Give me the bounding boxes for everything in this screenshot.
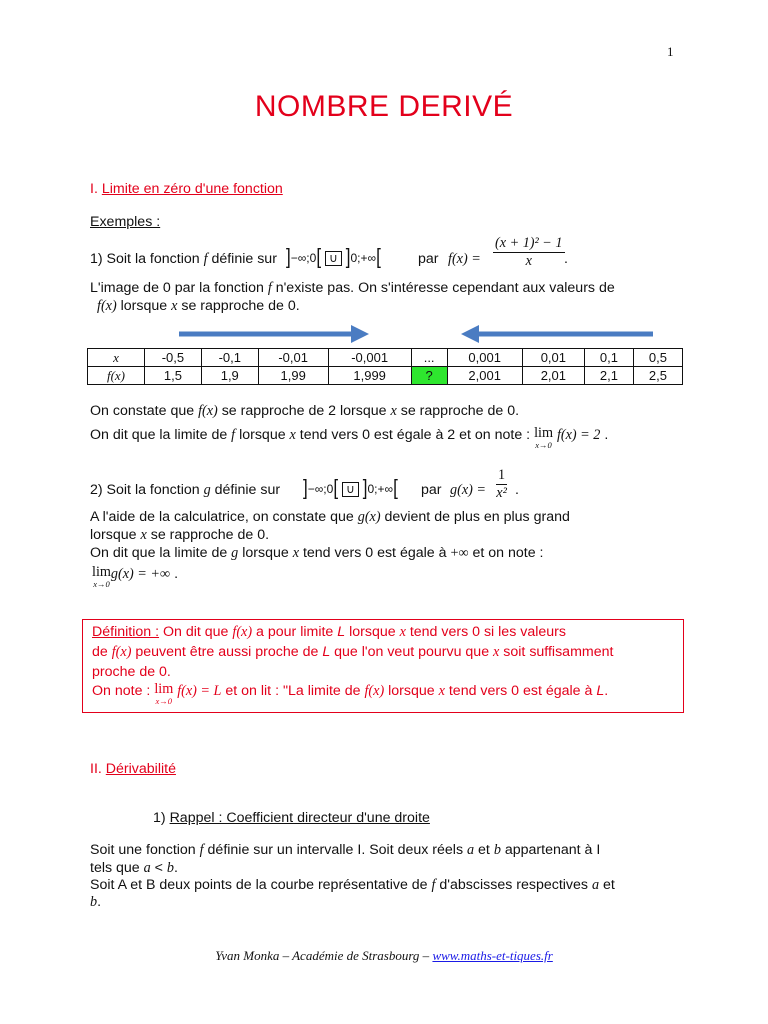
table-cell: 2,01 xyxy=(522,367,584,385)
arrow-right-icon xyxy=(175,322,375,346)
section-2-paragraph-3: Soit A et B deux points de la courbe représentative de f d'abscisses respectives a et xyxy=(90,877,615,893)
section-1-heading: I. Limite en zéro d'une fonction xyxy=(90,181,283,197)
section-2-paragraph-1: Soit une fonction f définie sur un intervalle I. Soit deux réels a et b appartenant à I xyxy=(90,842,601,858)
table-cell: -0,1 xyxy=(201,349,258,367)
observation-1: On constate que f(x) se rapproche de 2 lorsque x se rapproche de 0. xyxy=(90,403,520,419)
table-cell: 1,999 xyxy=(328,367,411,385)
page-number: 1 xyxy=(667,44,674,59)
table-cell: 2,001 xyxy=(447,367,522,385)
footer: Yvan Monka – Académie de Strasbourg – www.maths-et-tiques.fr xyxy=(215,948,553,963)
example-1-line: 1) Soit la fonction f définie sur xyxy=(90,251,277,267)
table-cell: -0,01 xyxy=(258,349,328,367)
gx-definition-lhs: g(x) = xyxy=(450,482,486,498)
definition-line-2: de f(x) peuvent être aussi proche de L que l'on veut pourvu que x soit suffisamment xyxy=(92,644,614,660)
table-cell: 1,9 xyxy=(201,367,258,385)
fx-fraction: $\frac{\text{(x + 1)² − 1}}{x}$ xyxy=(495,235,563,269)
definition-line-1: Définition : On dit que f(x) a pour limite L lorsque x tend vers 0 si les valeurs xyxy=(92,624,566,640)
example-2-text-4: On dit que la limite de g lorsque x tend vers 0 est égale à +∞ et on note : xyxy=(90,545,544,561)
table-cell: 0,5 xyxy=(633,349,682,367)
section-2-paragraph-2: tels que a < b. xyxy=(90,860,178,876)
subsection-1-heading: 1) Rappel : Coefficient directeur d'une droite xyxy=(153,810,430,826)
observation-2: On dit que la limite de f lorsque x tend vers 0 est égale à 2 et on note : lim x→0 f(x) = 2 . xyxy=(90,425,609,450)
example-1-text-2: L'image de 0 par la fonction f n'existe pas. On s'intéresse cependant aux valeurs de xyxy=(90,280,615,296)
period-2: . xyxy=(515,482,519,498)
table-cell: 0,1 xyxy=(584,349,633,367)
unknown-value-cell: ? xyxy=(411,367,447,385)
example-2-text-3: lorsque x se rapproche de 0. xyxy=(90,527,270,543)
example-2-limit: lim x→0 g(x) = +∞ . xyxy=(92,564,179,589)
table-cell: 1,99 xyxy=(258,367,328,385)
interval-r-star-2: ]−∞;0[ ∪ ]0;+∞[ xyxy=(303,475,398,500)
table-row xyxy=(88,367,683,385)
table-cell: 2,5 xyxy=(633,367,682,385)
table-cell: -0,5 xyxy=(145,349,202,367)
section-2-heading: II. Dérivabilité xyxy=(90,761,176,777)
arrow-left-icon xyxy=(457,322,657,346)
example-1-text-3: f(x) lorsque x se rapproche de 0. xyxy=(97,298,300,314)
table-row xyxy=(88,349,683,367)
fx-header: f(x) xyxy=(88,367,145,385)
example-2-text-2: A l'aide de la calculatrice, on constate que g(x) devient de plus en plus grand xyxy=(90,509,570,525)
gx-fraction: $\frac{1}{\text{x²}}$ xyxy=(496,467,507,501)
page-title: NOMBRE DERIVÉ xyxy=(254,90,514,123)
values-table xyxy=(87,348,683,385)
table-cell: 2,1 xyxy=(584,367,633,385)
definition-line-3: proche de 0. xyxy=(92,664,171,680)
table-cell: ... xyxy=(411,349,447,367)
footer-link[interactable]: www.maths-et-tiques.fr xyxy=(432,948,553,963)
par-word-2: par xyxy=(421,482,442,498)
example-2-line: 2) Soit la fonction g définie sur xyxy=(90,482,281,498)
par-word: par xyxy=(418,251,439,267)
examples-label: Exemples : xyxy=(90,214,161,230)
table-cell: -0,001 xyxy=(328,349,411,367)
interval-r-star: ]−∞;0[ ∪ ]0;+∞[ xyxy=(286,244,381,269)
period: . xyxy=(564,251,568,267)
table-cell: 0,001 xyxy=(447,349,522,367)
definition-line-4: On note : lim x→0 f(x) = L et on lit : "La limite de f(x) lorsque x tend vers 0 est égale à L. xyxy=(92,681,609,706)
section-2-paragraph-4: b. xyxy=(90,894,102,910)
fx-definition-lhs: f(x) = xyxy=(448,251,481,267)
table-cell: 0,01 xyxy=(522,349,584,367)
x-header: x xyxy=(88,349,145,367)
table-cell: 1,5 xyxy=(145,367,202,385)
